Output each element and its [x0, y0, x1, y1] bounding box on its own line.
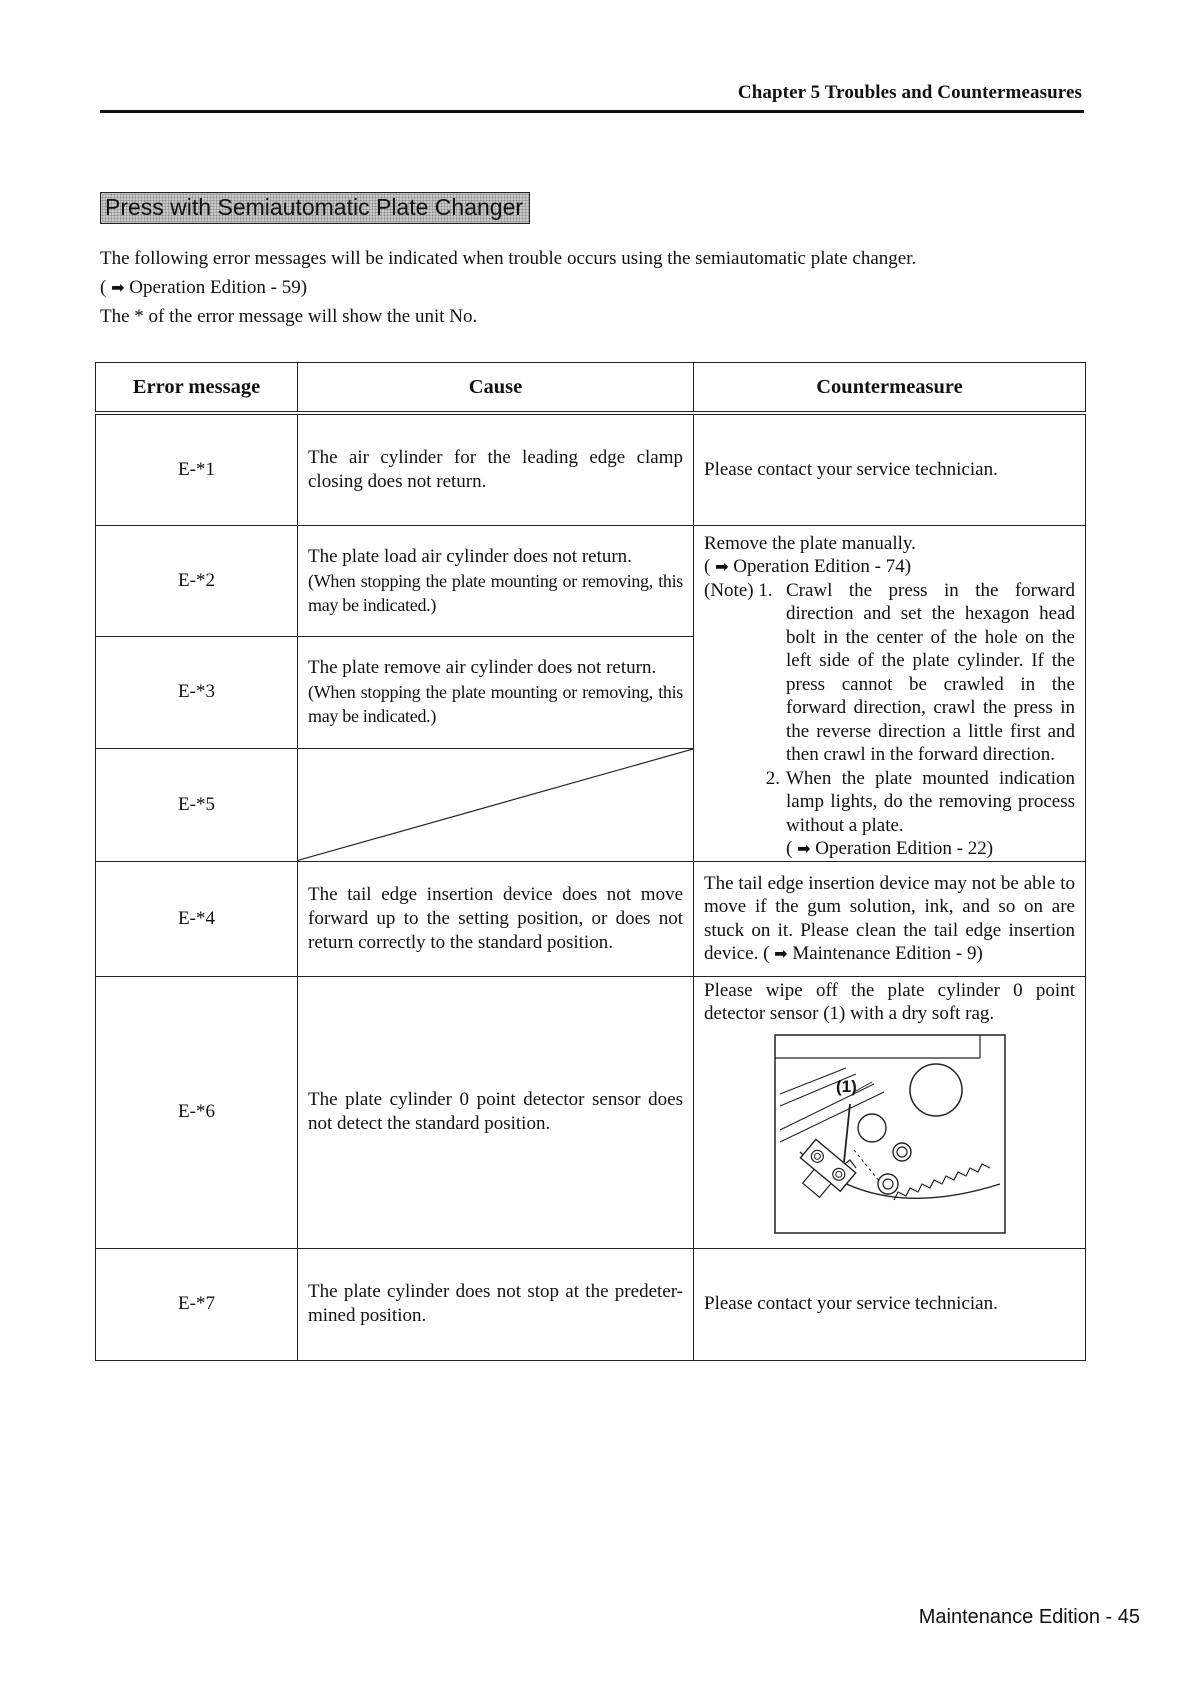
note-item-1-text: Crawl the press in the forward direction and set the hexagon head bolt in the center of the hole on the left side of the plate cylinder. If the press cannot be crawled in the forward direction, crawl the press in the reverse direction a little first and then crawl in the forward direction.	[786, 579, 1075, 765]
sensor-figure	[774, 1034, 1006, 1234]
section-title: Press with Semiautomatic Plate Changer	[100, 192, 530, 224]
table-row	[96, 1248, 1086, 1360]
error-table	[95, 362, 1086, 1361]
cm-text: Please wipe off the plate cylinder 0 point detector sensor (1) with a dry soft rag.	[704, 979, 1075, 1024]
cause-cell	[298, 525, 694, 636]
note-item-1	[704, 579, 1075, 767]
error-code: E-*3	[96, 636, 298, 748]
diagonal-strike	[298, 749, 693, 860]
cause-text: The plate remove air cylinder does not return.	[308, 657, 657, 679]
cm-ref-1-text: Operation Edition - 74)	[733, 556, 912, 577]
note-item-2	[704, 767, 1075, 838]
arrow-right-icon: ➡	[797, 839, 811, 858]
cm-line-1: Remove the plate manually.	[704, 532, 916, 554]
page-number: Maintenance Edition - 45	[918, 1606, 1140, 1628]
note-label	[704, 579, 786, 767]
countermeasure-cell	[694, 861, 1086, 976]
error-code: E-*4	[96, 861, 298, 976]
sensor-illustration	[774, 1034, 1006, 1234]
cause-cell: The air cylinder for the leading edge clamp closing does not return.	[298, 413, 694, 525]
cause-cell: The plate cylinder 0 point detector sensor does not detect the standard position.	[298, 976, 694, 1248]
note-number-2: 2.	[765, 767, 780, 789]
intro-line-3: The * of the error message will show the unit No.	[100, 306, 478, 327]
header-cause: Cause	[298, 363, 694, 414]
shared-countermeasure-cell	[694, 525, 1086, 861]
cm-ref-2-text: Operation Edition - 22)	[815, 838, 994, 859]
chapter-header: Chapter 5 Troubles and Countermeasures	[737, 82, 1082, 103]
error-code: E-*5	[96, 749, 298, 861]
table-row	[96, 976, 1086, 1248]
figure-callout-label: (1)	[836, 1076, 857, 1096]
cm-ref-2: ( ➡ Operation Edition - 22)	[786, 838, 994, 859]
cause-note: (When stopping the plate mounting or removing, this may be indicated.)	[308, 570, 683, 615]
arrow-right-icon: ➡	[715, 557, 729, 576]
header-error-message: Error message	[96, 363, 298, 414]
cause-cell: The tail edge insertion device does not move forward up to the setting position, or does not return correctly to the standard position.	[298, 861, 694, 976]
intro-line-2: ( ➡ Operation Edition - 59)	[100, 277, 308, 298]
cm-text: The tail edge insertion device may not be able to move if the gum solution, ink, and so on are stuck on it. Please clean the tail edge insertion device. (	[704, 872, 1075, 964]
error-code: E-*6	[96, 976, 298, 1248]
note-label-text: (Note)	[704, 579, 754, 601]
countermeasure-cell	[694, 976, 1086, 1248]
table-row	[96, 413, 1086, 525]
error-code: E-*2	[96, 525, 298, 636]
cause-note: (When stopping the plate mounting or removing, this may be indicated.)	[308, 682, 683, 727]
cm-ref-1: ( ➡ Operation Edition - 74)	[704, 556, 912, 577]
header-countermeasure: Countermeasure	[694, 363, 1086, 414]
cause-cell	[298, 636, 694, 748]
table-row	[96, 525, 1086, 636]
intro-line-1: The following error messages will be indicated when trouble occurs using the semiautomatic plate changer.	[100, 248, 917, 269]
cause-text: The plate load air cylinder does not return.	[308, 545, 632, 567]
empty-cause-cell	[298, 749, 694, 861]
error-code: E-*7	[96, 1248, 298, 1360]
intro-reference: Operation Edition - 59)	[129, 277, 308, 298]
arrow-right-icon: ➡	[111, 278, 125, 297]
table-header-row	[96, 363, 1086, 414]
countermeasure-cell: Please contact your service technician.	[694, 413, 1086, 525]
cm-ref: Maintenance Edition - 9)	[792, 943, 983, 964]
arrow-right-icon: ➡	[774, 944, 788, 963]
note-item-2-text: When the plate mounted indication lamp lights, do the removing process without a plate.	[786, 767, 1075, 836]
note-number-1: 1.	[758, 579, 773, 601]
error-code: E-*1	[96, 413, 298, 525]
countermeasure-cell: Please contact your service technician.	[694, 1248, 1086, 1360]
header-rule	[100, 110, 1084, 113]
table-row	[96, 861, 1086, 976]
cause-cell: The plate cylinder does not stop at the predeter-mined position.	[298, 1248, 694, 1360]
